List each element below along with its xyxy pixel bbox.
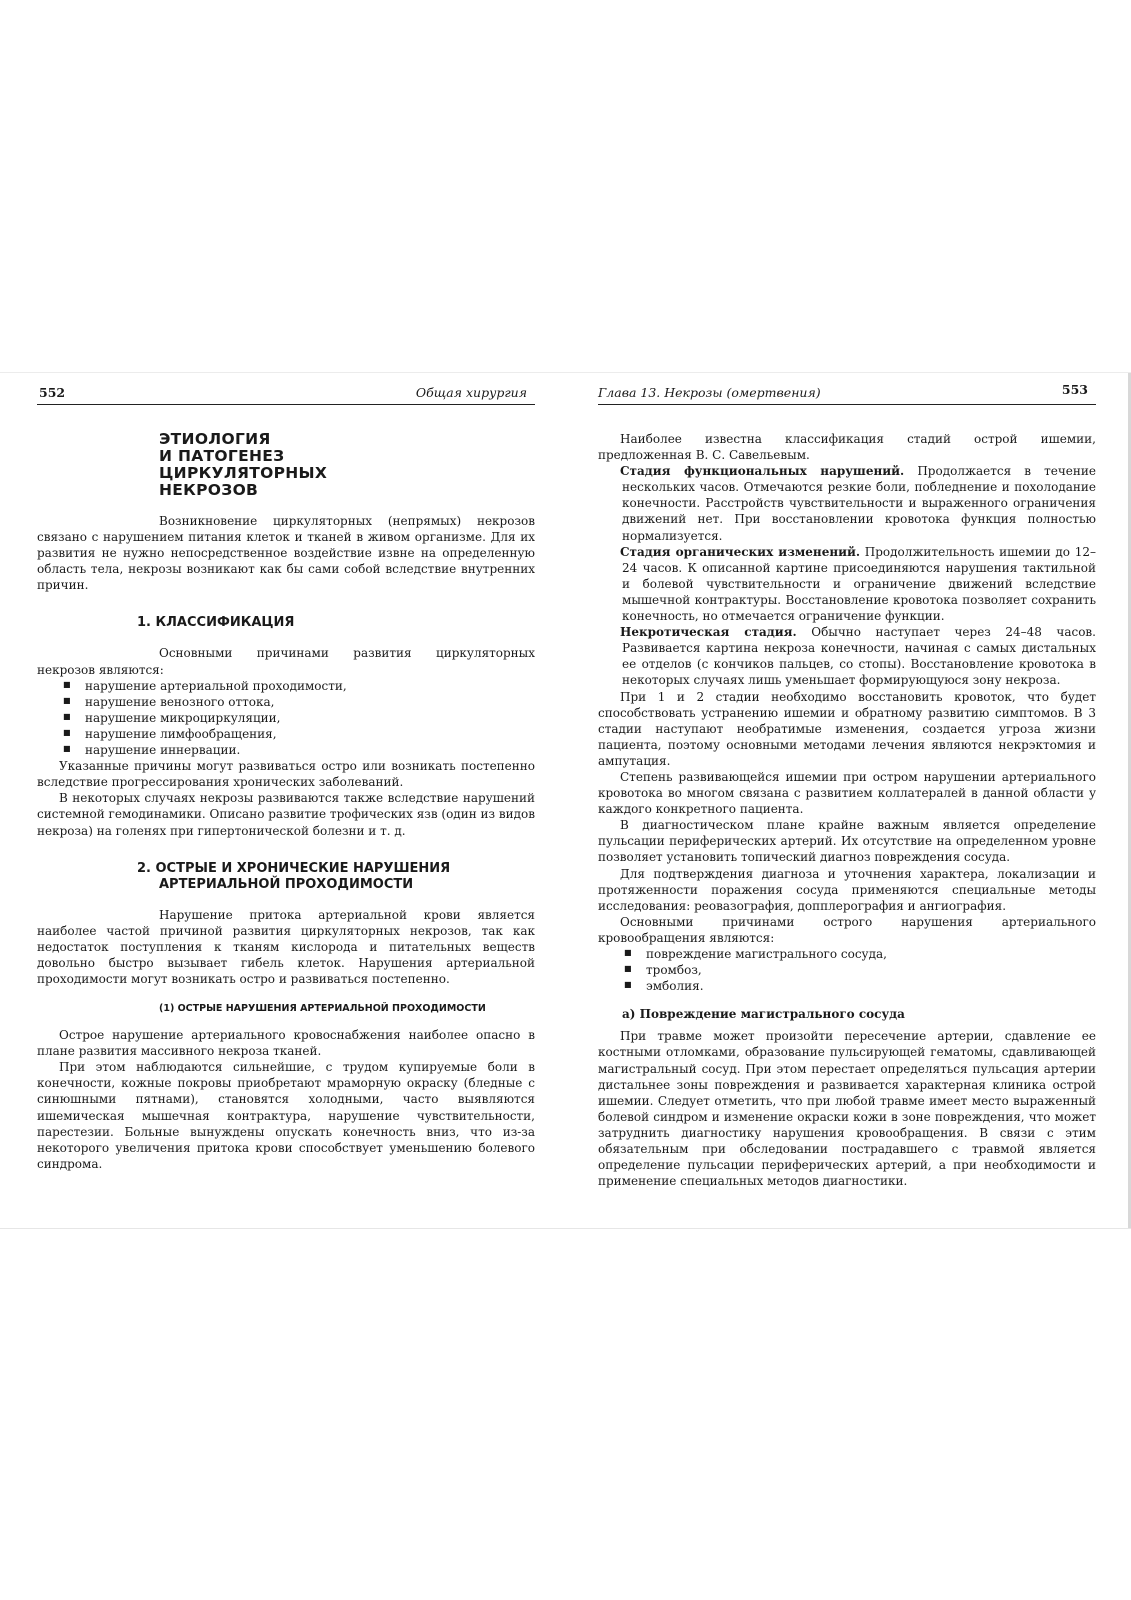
section-heading [137, 861, 535, 893]
stage-title: Стадия функциональных нарушений. [620, 464, 905, 479]
stage-title: Стадия органических изменений. [620, 544, 861, 559]
chapter-heading [159, 431, 535, 499]
left-page-header [37, 373, 535, 401]
paragraph: При 1 и 2 стадии необходимо восстановить кровоток, что будет способствовать устранению ишемии и обратному развитию симптомов. В 3 стадии наступают необратимые изменения, создается угроза жизни пациента, поэтому основными методами лечения являются некрэктомия и ампутация. [598, 689, 1096, 768]
right-page-body [598, 431, 1096, 1189]
header-rule [598, 404, 1096, 405]
page-number: 552 [39, 385, 66, 400]
left-page [37, 373, 535, 1228]
stage-item [598, 463, 1096, 543]
stage-text: Обычно наступает через 24–48 часов. Развивается картина некроза конечности, начиная с самых дистальных ее отделов (с кончиков пальцев, со стопы). Восстановление кровотока в некоторых случаях лишь уменьшает формирующуюся зону некроза. [622, 625, 1096, 688]
list-item: ■ нарушение артериальной проходимости, [63, 678, 535, 694]
stage-item [598, 624, 1096, 688]
section-title-line: АРТЕРИАЛЬНОЙ ПРОХОДИМОСТИ [159, 876, 414, 892]
paragraph: Основными причинами острого нарушения артериального кровообращения являются: [598, 914, 1096, 945]
section-heading [137, 615, 535, 631]
paragraph: В диагностическом плане крайне важным является определение пульсации периферических артерий. Их отсутствие на определенном уровне позволяет установить топический диагноз повреждения сосуда. [598, 818, 1096, 865]
subsection-heading: а) Повреждение магистрального сосуда [622, 1007, 905, 1022]
stage-text: Продолжительность ишемии до 12–24 часов. К описанной картине присоединяются нарушения тактильной и болевой чувствительности и ограничение движений вследствие мышечной контрактуры. Восстановление кровотока позволяет сохранить конечность, но отмечается ограничение функции. [622, 544, 1096, 624]
left-page-body [37, 431, 535, 1172]
list-item: ■ эмболия. [624, 978, 1096, 994]
bullet-list [37, 678, 535, 758]
section-title-line: 2. ОСТРЫЕ И ХРОНИЧЕСКИЕ НАРУШЕНИЯ [137, 860, 451, 876]
heading-line: ЭТИОЛОГИЯ [159, 430, 271, 448]
page-number: 553 [1061, 382, 1088, 397]
right-page-header [598, 373, 1096, 401]
intro-paragraph: Возникновение циркуляторных (непрямых) некрозов связано с нарушением питания клеток и тканей в живом организме. Для их развития не нужно непосредственное воздействие извне на определенную область тела, некрозы возникают как бы сами собой вследствие внутренних причин. [37, 514, 535, 593]
subsection-heading: (1) ОСТРЫЕ НАРУШЕНИЯ АРТЕРИАЛЬНОЙ ПРОХОДИМОСТИ [159, 1003, 486, 1015]
heading-line: НЕКРОЗОВ [159, 481, 259, 499]
paragraph: Основными причинами развития циркуляторных некрозов являются: [37, 646, 535, 677]
paragraph: В некоторых случаях некрозы развиваются также вследствие нарушений системной гемодинамики. Описано развитие трофических язв (один из видов некроза) на голенях при гипертонической болезни и т. д. [37, 791, 535, 838]
paragraph: Наиболее известна классификация стадий острой ишемии, предложенная В. С. Савельевым. [598, 432, 1096, 463]
paragraph: Острое нарушение артериального кровоснабжения наиболее опасно в плане развития массивного некроза тканей. [37, 1028, 535, 1059]
header-rule [37, 404, 535, 405]
stage-item [598, 544, 1096, 624]
paragraph: При этом наблюдаются сильнейшие, с трудом купируемые боли в конечности, кожные покровы приобретают мраморную окраску (бледные с синюшными пятнами), становятся холодными, часто выявляются ишемическая мышечная контрактура, нарушение чувствительности, парестезии. Больные вынуждены опускать конечность вниз, что из-за некоторого увеличения притока крови способствует уменьшению болевого синдрома. [37, 1060, 535, 1171]
paragraph: При травме может произойти пересечение артерии, сдавление ее костными отломками, образование пульсирующей гематомы, сдавливающей магистральный сосуд. При этом перестает определяться пульсация артерии дистальнее зоны повреждения и развивается характерная клиника острой ишемии. Следует отметить, что при любой травме имеет место выраженный болевой синдром и изменение окраски кожи в зоне повреждения, что может затруднить диагностику нарушения кровообращения. В связи с этим обязательным при обследовании пострадавшего с травмой является определение пульсации периферических артерий, а при необходимости и применение специальных методов диагностики. [598, 1029, 1096, 1189]
list-item: ■ тромбоз, [624, 962, 1096, 978]
stage-title: Некротическая стадия. [620, 625, 797, 640]
running-head: Глава 13. Некрозы (омертвения) [598, 385, 821, 400]
section-title: 1. КЛАССИФИКАЦИЯ [137, 615, 295, 631]
heading-line: И ПАТОГЕНЕЗ [159, 447, 285, 465]
book-spread [0, 372, 1131, 1229]
paragraph: Степень развивающейся ишемии при остром нарушении артериального кровотока во многом связана с развитием коллатералей в данной области у каждого конкретного пациента. [598, 769, 1096, 817]
running-head: Общая хирургия [415, 385, 527, 400]
heading-line: ЦИРКУЛЯТОРНЫХ [159, 464, 328, 482]
stage-text: Продолжается в течение нескольких часов. Отмечаются резкие боли, побледнение и похолодание конечности. Расстройств чувствительности и выраженного ограничения движений нет. При восстановлении кровотока функция полностью нормализуется. [622, 464, 1096, 543]
right-page [598, 373, 1096, 1228]
list-item: ■ нарушение лимфообращения, [63, 726, 535, 742]
paragraph: Для подтверждения диагноза и уточнения характера, локализации и протяженности поражения сосуда применяются специальные методы исследования: реовазография, допплерография и ангиография. [598, 866, 1096, 913]
bullet-list [598, 946, 1096, 994]
paragraph: Указанные причины могут развиваться остро или возникать постепенно вследствие прогрессирования хронических заболеваний. [37, 759, 535, 790]
list-item: ■ нарушение иннервации. [63, 742, 535, 758]
list-item: ■ повреждение магистрального сосуда, [624, 946, 1096, 962]
list-item: ■ нарушение венозного оттока, [63, 694, 535, 710]
list-item: ■ нарушение микроциркуляции, [63, 710, 535, 726]
paragraph: Нарушение притока артериальной крови является наиболее частой причиной развития циркуляторных некрозов, так как недостаток поступления к тканям кислорода и питательных веществ довольно быстро вызывает гибель клеток. Нарушения артериальной проходимости могут возникать остро и развиваться постепенно. [37, 907, 535, 986]
